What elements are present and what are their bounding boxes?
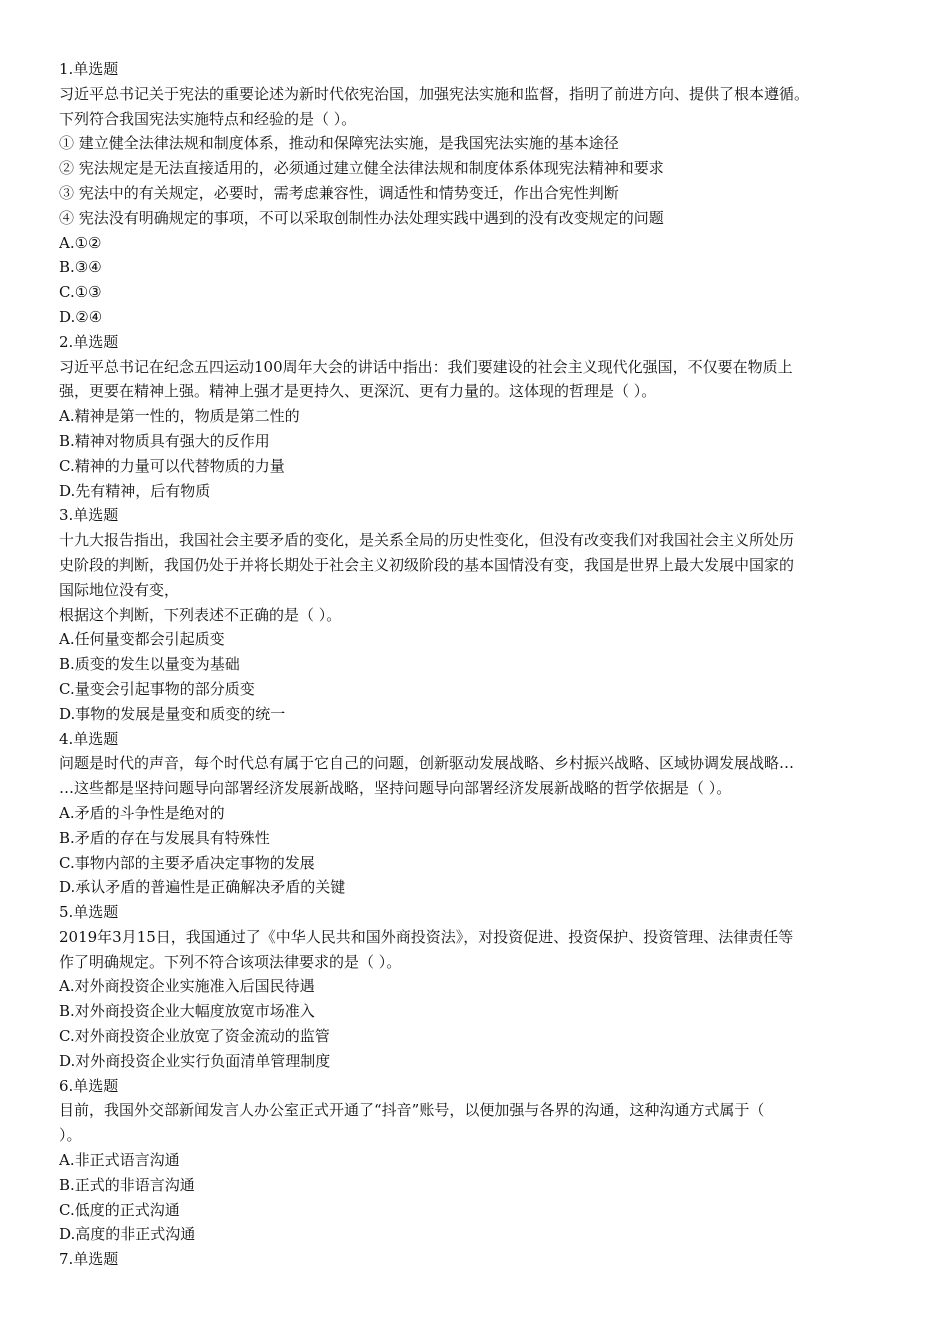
answer-option: C.对外商投资企业放宽了资金流动的监管: [59, 1027, 330, 1046]
question-stem-line: 作了明确规定。下列不符合该项法律要求的是（ ）。: [59, 952, 402, 971]
question-stem-line: ① 建立健全法律法规和制度体系，推动和保障宪法实施，是我国宪法实施的基本途径: [59, 134, 619, 153]
question-stem-line: 目前，我国外交部新闻发言人办公室正式开通了“抖音”账号，以便加强与各界的沟通，这种沟通方式属于（: [59, 1101, 765, 1120]
question-block: [59, 900, 893, 1074]
question-block: [59, 1247, 893, 1272]
answer-option: C.低度的正式沟通: [59, 1200, 180, 1219]
question-block: [59, 57, 893, 330]
question-stem-line: 习近平总书记在纪念五四运动100周年大会的讲话中指出：我们要建设的社会主义现代化强国，不仅要在物质上: [59, 357, 793, 376]
question-type-label: 4.单选题: [59, 729, 119, 748]
answer-option: C.事物内部的主要矛盾决定事物的发展: [59, 853, 315, 872]
question-stem-line: 根据这个判断，下列表述不正确的是（ ）。: [59, 605, 342, 624]
answer-option: C.①③: [59, 283, 102, 302]
question-type-label: 1.单选题: [59, 60, 119, 78]
answer-option: C.量变会引起事物的部分质变: [59, 679, 255, 698]
answer-option: B.精神对物质具有强大的反作用: [59, 431, 270, 450]
question-type-label: 2.单选题: [59, 332, 119, 351]
answer-option: B.对外商投资企业大幅度放宽市场准入: [59, 1002, 315, 1021]
answer-option: A.精神是第一性的，物质是第二性的: [59, 407, 300, 426]
answer-option: C.精神的力量可以代替物质的力量: [59, 456, 285, 475]
answer-option: D.承认矛盾的普遍性是正确解决矛盾的关键: [59, 878, 346, 897]
answer-option: A.矛盾的斗争性是绝对的: [59, 803, 225, 822]
answer-option: D.事物的发展是量变和质变的统一: [59, 704, 286, 723]
answer-option: A.①②: [59, 233, 102, 252]
question-type-label: 5.单选题: [59, 903, 119, 922]
question-block: [59, 330, 893, 504]
answer-option: B.矛盾的存在与发展具有特殊性: [59, 828, 270, 847]
question-stem-line: …这些都是坚持问题导向部署经济发展新战略，坚持问题导向部署经济发展新战略的哲学依据是（ ）。: [59, 779, 732, 798]
question-stem-line: 习近平总书记关于宪法的重要论述为新时代依宪治国，加强宪法实施和监督，指明了前进方向、提供了根本遵循。: [59, 84, 810, 103]
question-stem-line: 史阶段的判断，我国仍处于并将长期处于社会主义初级阶段的基本国情没有变，我国是世界上最大发展中国家的: [59, 555, 795, 574]
document-page: [59, 57, 893, 1272]
answer-option: B.正式的非语言沟通: [59, 1175, 195, 1194]
question-stem-line: 强，更要在精神上强。精神上强才是更持久、更深沉、更有力量的。这体现的哲理是（ ）。: [59, 382, 657, 401]
question-stem-line: 国际地位没有变，: [59, 580, 180, 599]
answer-option: A.任何量变都会引起质变: [59, 630, 225, 649]
question-stem-line: ② 宪法规定是无法直接适用的，必须通过建立健全法律法规和制度体系体现宪法精神和要求: [59, 159, 664, 178]
answer-option: A.对外商投资企业实施准入后国民待遇: [59, 977, 315, 996]
answer-option: B.③④: [59, 258, 102, 277]
question-stem-line: ④ 宪法没有明确规定的事项，不可以采取创制性办法处理实践中遇到的没有改变规定的问题: [59, 208, 664, 227]
question-stem-line: 十九大报告指出，我国社会主要矛盾的变化，是关系全局的历史性变化，但没有改变我们对我国社会主义所处历: [59, 531, 795, 550]
question-stem-line: ③ 宪法中的有关规定，必要时，需考虑兼容性，调适性和情势变迁，作出合宪性判断: [59, 183, 619, 202]
answer-option: D.对外商投资企业实行负面清单管理制度: [59, 1051, 331, 1070]
question-type-label: 3.单选题: [59, 506, 119, 525]
answer-option: D.高度的非正式沟通: [59, 1225, 196, 1244]
question-stem-line: ）。: [59, 1126, 82, 1145]
answer-option: B.质变的发生以量变为基础: [59, 655, 240, 674]
answer-option: D.②④: [59, 307, 103, 326]
question-stem-line: 问题是时代的声音，每个时代总有属于它自己的问题，创新驱动发展战略、乡村振兴战略、区域协调发展战略…: [59, 754, 795, 773]
question-stem-line: 2019年3月15日，我国通过了《中华人民共和国外商投资法》，对投资促进、投资保护、投资管理、法律责任等: [59, 927, 794, 946]
question-block: [59, 1074, 893, 1248]
question-stem-line: 下列符合我国宪法实施特点和经验的是（ ）。: [59, 109, 357, 128]
question-block: [59, 727, 893, 901]
answer-option: A.非正式语言沟通: [59, 1151, 180, 1170]
question-type-label: 6.单选题: [59, 1076, 119, 1095]
question-block: [59, 503, 893, 726]
question-type-label: 7.单选题: [59, 1250, 119, 1269]
answer-option: D.先有精神，后有物质: [59, 481, 211, 500]
